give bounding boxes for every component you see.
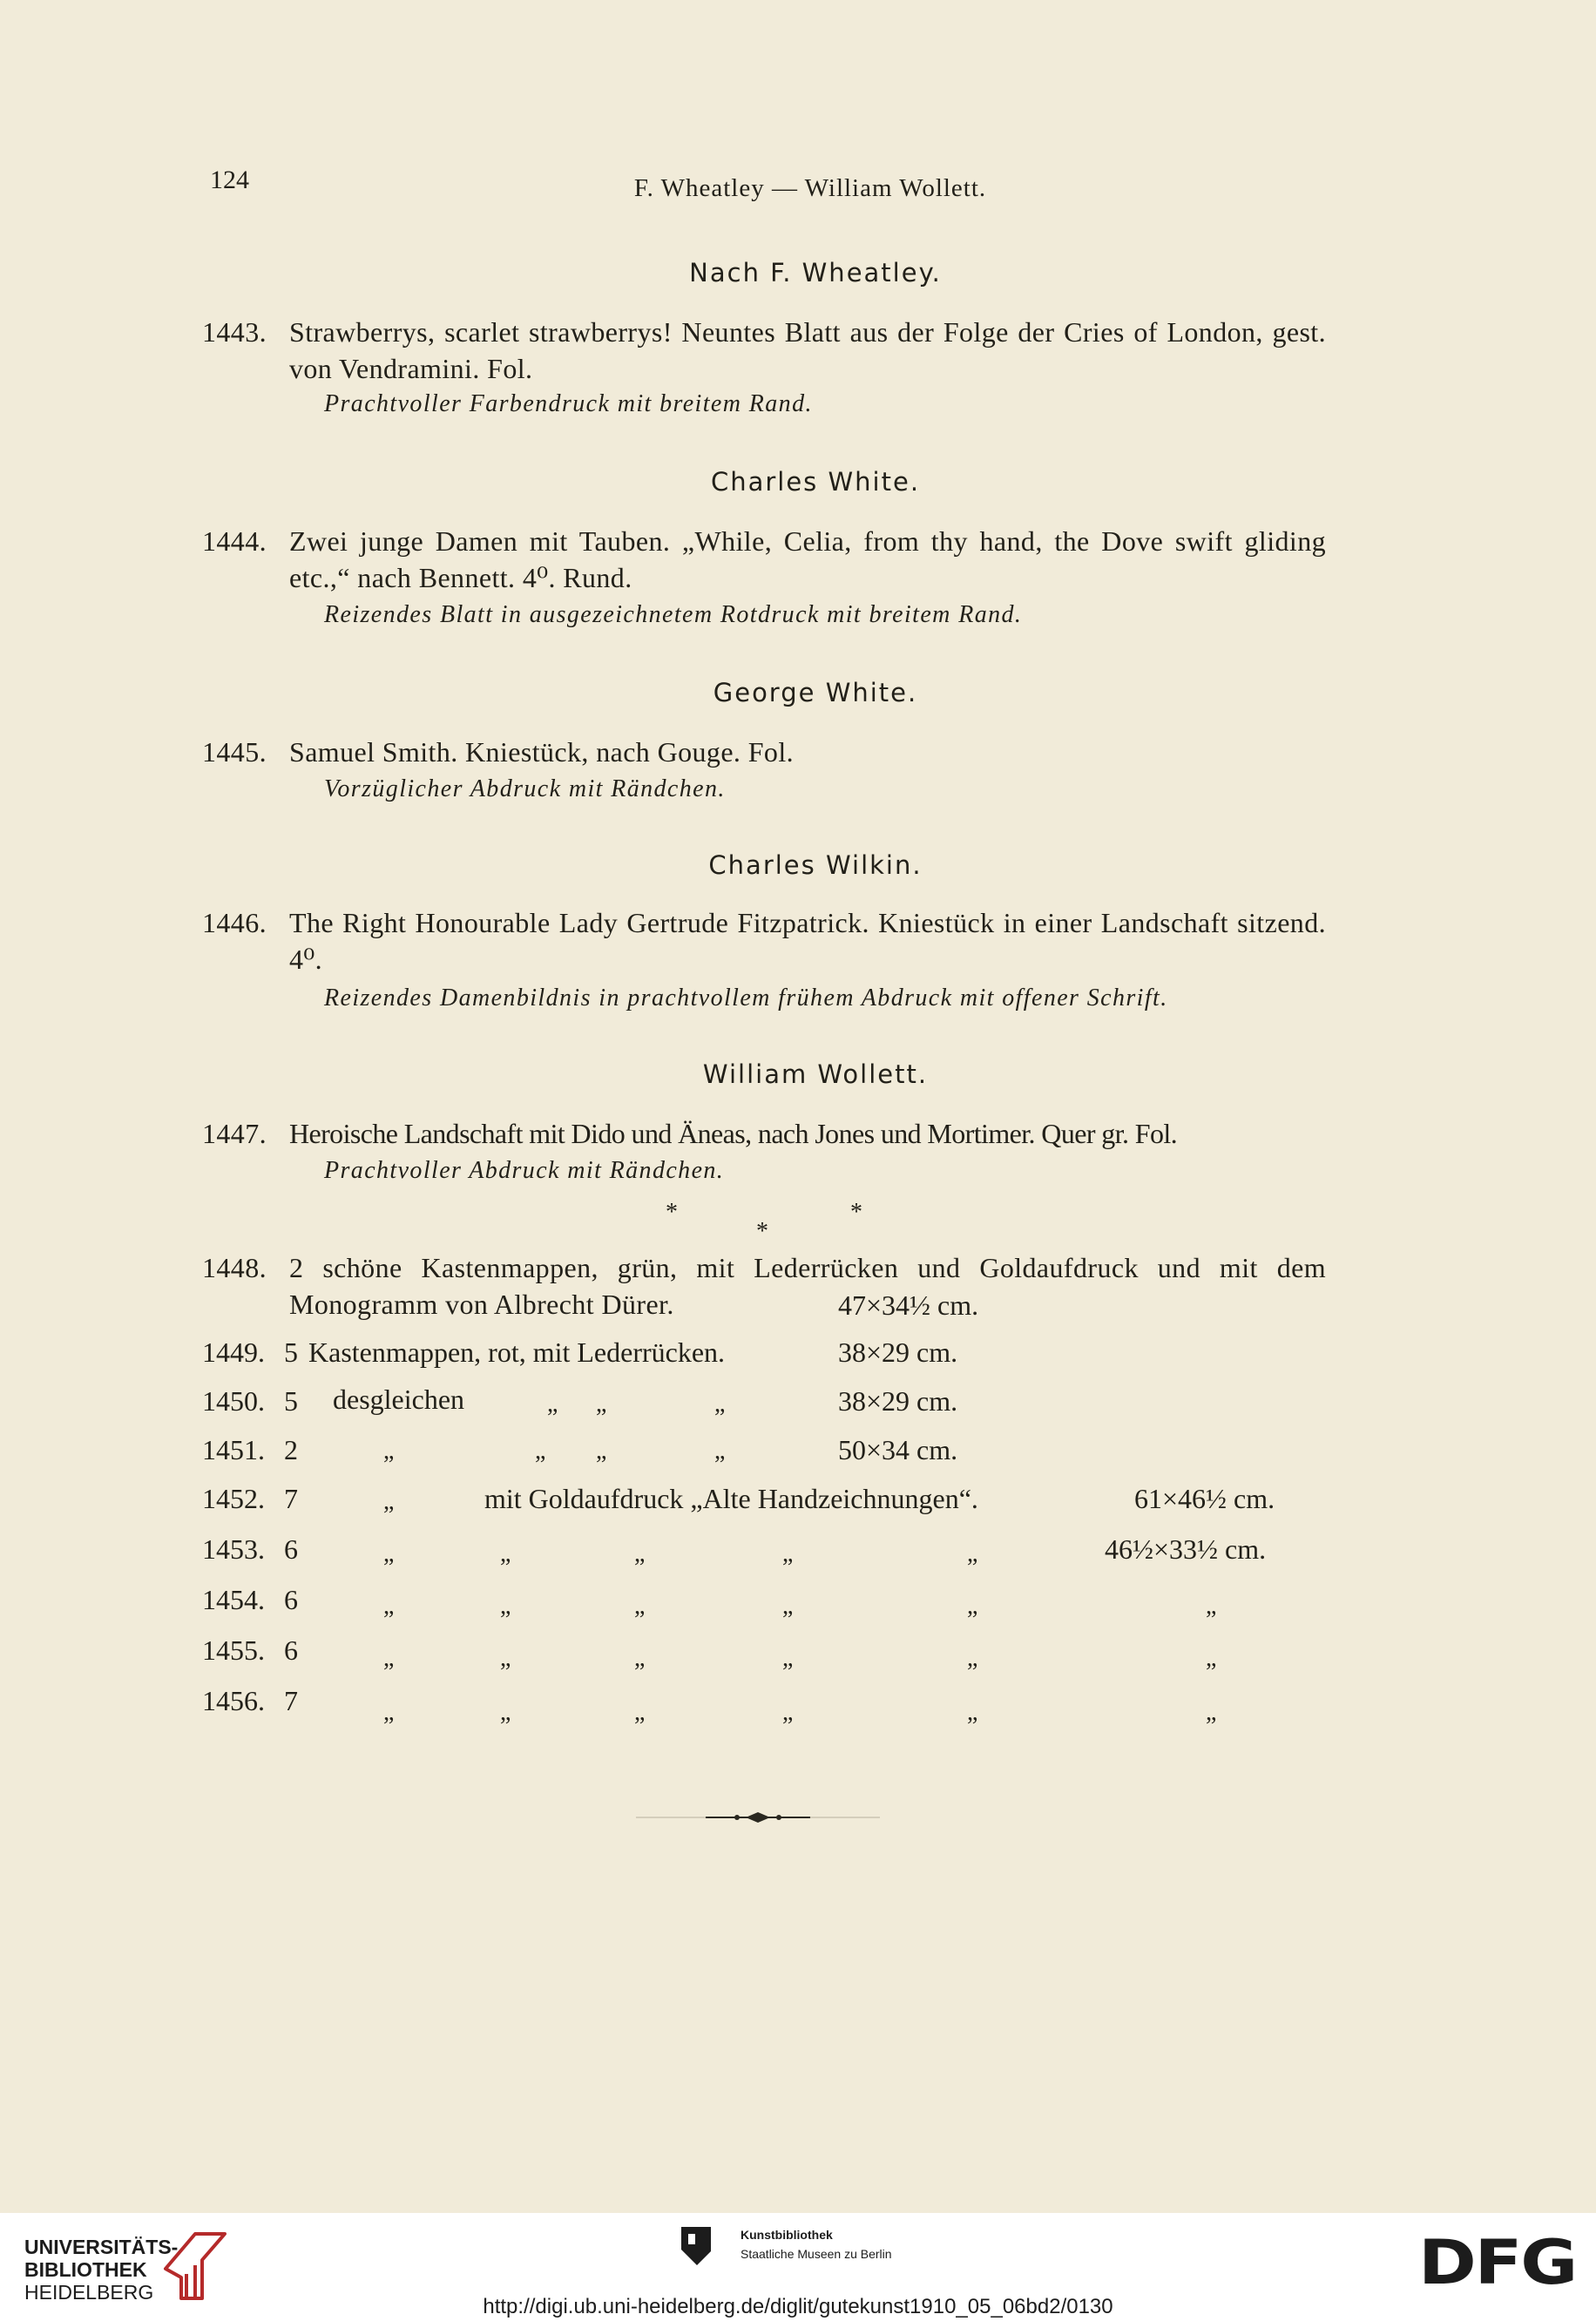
entry-note: Reizendes Blatt in ausgezeichnetem Rotdruck mit breitem Rand. — [324, 601, 1023, 628]
ditto-mark: „ — [782, 1540, 794, 1567]
entry-text: Samuel Smith. Kniestück, nach Gouge. Fol. — [289, 736, 795, 768]
ditto-mark: „ — [500, 1540, 511, 1567]
entry-number: 1447. — [202, 1118, 267, 1149]
section-heading: George White. — [713, 678, 918, 707]
ditto-mark: „ — [634, 1699, 646, 1726]
ditto-mark: „ — [967, 1645, 978, 1672]
ditto-mark: „ — [1206, 1645, 1217, 1672]
footer-bar — [0, 2213, 1596, 2321]
lot-count: 5 — [284, 1385, 298, 1417]
entry-text: The Right Honourable Lady Gertrude Fitzpatrick. Kniestück in einer Landschaft sitzend. 4⁰. — [289, 907, 1326, 975]
catalogue-entry — [202, 314, 1326, 387]
lot-desc: mit Goldaufdruck „Alte Handzeichnungen“. — [484, 1483, 978, 1514]
ditto-mark: „ — [500, 1699, 511, 1726]
lot-number: 1452. — [202, 1483, 265, 1514]
section-heading: Nach F. Wheatley. — [689, 258, 942, 288]
ditto-mark: „ — [634, 1593, 646, 1620]
ditto-mark: „ — [634, 1645, 646, 1672]
lot-number: 1454. — [202, 1584, 265, 1615]
library-name-line: BIBLIOTHEK — [24, 2258, 147, 2281]
library-name-line: HEIDELBERG — [24, 2281, 154, 2304]
lot-count: 6 — [284, 1584, 298, 1615]
lot-text: 2 schöne Kastenmappen, grün, mit Lederrücken und Goldaufdruck und mit dem Monogramm von Albrecht Dürer. — [289, 1252, 1326, 1320]
catalogue-entry — [202, 734, 1326, 770]
entry-text: Zwei junge Damen mit Tauben. „While, Celia, from thy hand, the Dove swift gliding etc.,“ nach Bennett. 4⁰. Rund. — [289, 525, 1326, 593]
ditto-mark: „ — [383, 1488, 395, 1515]
lot-count: 7 — [284, 1685, 298, 1716]
ditto-mark: „ — [383, 1438, 395, 1465]
entry-text: Heroische Landschaft mit Dido und Äneas, nach Jones und Mortimer. Quer gr. Fol. — [289, 1118, 1178, 1149]
ditto-mark: „ — [500, 1593, 511, 1620]
lot-size: 38×29 cm. — [838, 1336, 958, 1368]
lot-desc: Kastenmappen, rot, mit Lederrücken. — [308, 1336, 726, 1368]
entry-number: 1445. — [202, 736, 267, 768]
ditto-mark: „ — [714, 1438, 726, 1465]
ditto-mark: „ — [714, 1391, 726, 1418]
lot-number: 1455. — [202, 1634, 265, 1666]
ditto-mark: „ — [500, 1645, 511, 1672]
lot-count: 2 — [284, 1434, 298, 1465]
ditto-mark: „ — [634, 1540, 646, 1567]
lot-number: 1449. — [202, 1336, 265, 1368]
entry-number: 1444. — [202, 525, 267, 557]
ditto-mark: „ — [383, 1593, 395, 1620]
dfg-logo: DFG — [1418, 2227, 1576, 2298]
lot-size: 50×34 cm. — [838, 1434, 958, 1465]
lot-count: 7 — [284, 1483, 298, 1514]
kunstbibliothek-subtitle: Staatliche Museen zu Berlin — [741, 2247, 892, 2261]
ditto-mark: „ — [547, 1391, 558, 1418]
source-url[interactable]: http://digi.ub.uni-heidelberg.de/diglit/gutekunst1910_05_06bd2/0130 — [483, 2295, 1113, 2318]
page-number: 124 — [210, 166, 249, 194]
lot-size: 61×46½ cm. — [1134, 1483, 1275, 1514]
section-heading: William Wollett. — [702, 1059, 929, 1089]
lot-desc: desgleichen — [333, 1384, 465, 1415]
ditto-mark: „ — [596, 1438, 607, 1465]
lot-count: 6 — [284, 1533, 298, 1565]
ditto-mark: „ — [596, 1391, 607, 1418]
kunstbibliothek-name: Kunstbibliothek — [741, 2228, 833, 2242]
catalogue-entry — [202, 904, 1326, 978]
kunstbibliothek-text — [741, 2225, 892, 2263]
lot-count: 6 — [284, 1634, 298, 1666]
ditto-mark: „ — [782, 1645, 794, 1672]
lot-number: 1450. — [202, 1385, 265, 1417]
ditto-mark: „ — [967, 1699, 978, 1726]
lot-entry — [202, 1249, 1326, 1323]
section-heading: Charles White. — [710, 467, 921, 497]
lot-size: 46½×33½ cm. — [1105, 1533, 1267, 1565]
separator-star: * — [756, 1218, 768, 1245]
entry-text: Strawberrys, scarlet strawberrys! Neuntes Blatt aus der Folge der Cries of London, gest. von Vendramini. Fol. — [289, 316, 1326, 384]
lot-number: 1456. — [202, 1685, 265, 1716]
lot-number: 1453. — [202, 1533, 265, 1565]
running-head: F. Wheatley — William Wollett. — [633, 174, 987, 202]
entry-note: Prachtvoller Farbendruck mit breitem Rand. — [324, 390, 813, 417]
kunstbibliothek-logo-icon — [680, 2225, 713, 2267]
lot-size: 38×29 cm. — [838, 1385, 958, 1417]
entry-note: Vorzüglicher Abdruck mit Rändchen. — [324, 775, 726, 802]
library-logo-icon — [160, 2222, 230, 2302]
catalogue-entry — [202, 523, 1326, 596]
catalogue-entry — [202, 1115, 1326, 1152]
entry-note: Prachtvoller Abdruck mit Rändchen. — [324, 1157, 725, 1184]
ditto-mark: „ — [782, 1699, 794, 1726]
separator-star: * — [666, 1199, 678, 1226]
entry-number: 1443. — [202, 316, 267, 348]
lot-number: 1451. — [202, 1434, 265, 1465]
ditto-mark: „ — [782, 1593, 794, 1620]
lot-size: 47×34½ cm. — [838, 1289, 979, 1321]
entry-note: Reizendes Damenbildnis in prachtvollem frühem Abdruck mit offener Schrift. — [324, 985, 1168, 1012]
ditto-mark: „ — [383, 1699, 395, 1726]
ditto-mark: „ — [383, 1645, 395, 1672]
library-name-line: UNIVERSITÄTS- — [24, 2236, 179, 2258]
ditto-mark: „ — [1206, 1593, 1217, 1620]
library-logo-text — [24, 2236, 178, 2304]
lot-count: 5 — [284, 1336, 298, 1368]
end-ornament — [636, 1809, 880, 1826]
ditto-mark: „ — [967, 1540, 978, 1567]
ditto-mark: „ — [967, 1593, 978, 1620]
separator-star: * — [850, 1199, 862, 1226]
section-heading: Charles Wilkin. — [708, 850, 923, 880]
entry-number: 1446. — [202, 907, 267, 938]
ditto-mark: „ — [1206, 1699, 1217, 1726]
lot-number: 1448. — [202, 1252, 267, 1283]
ditto-mark: „ — [383, 1540, 395, 1567]
ditto-mark: „ — [535, 1438, 546, 1465]
